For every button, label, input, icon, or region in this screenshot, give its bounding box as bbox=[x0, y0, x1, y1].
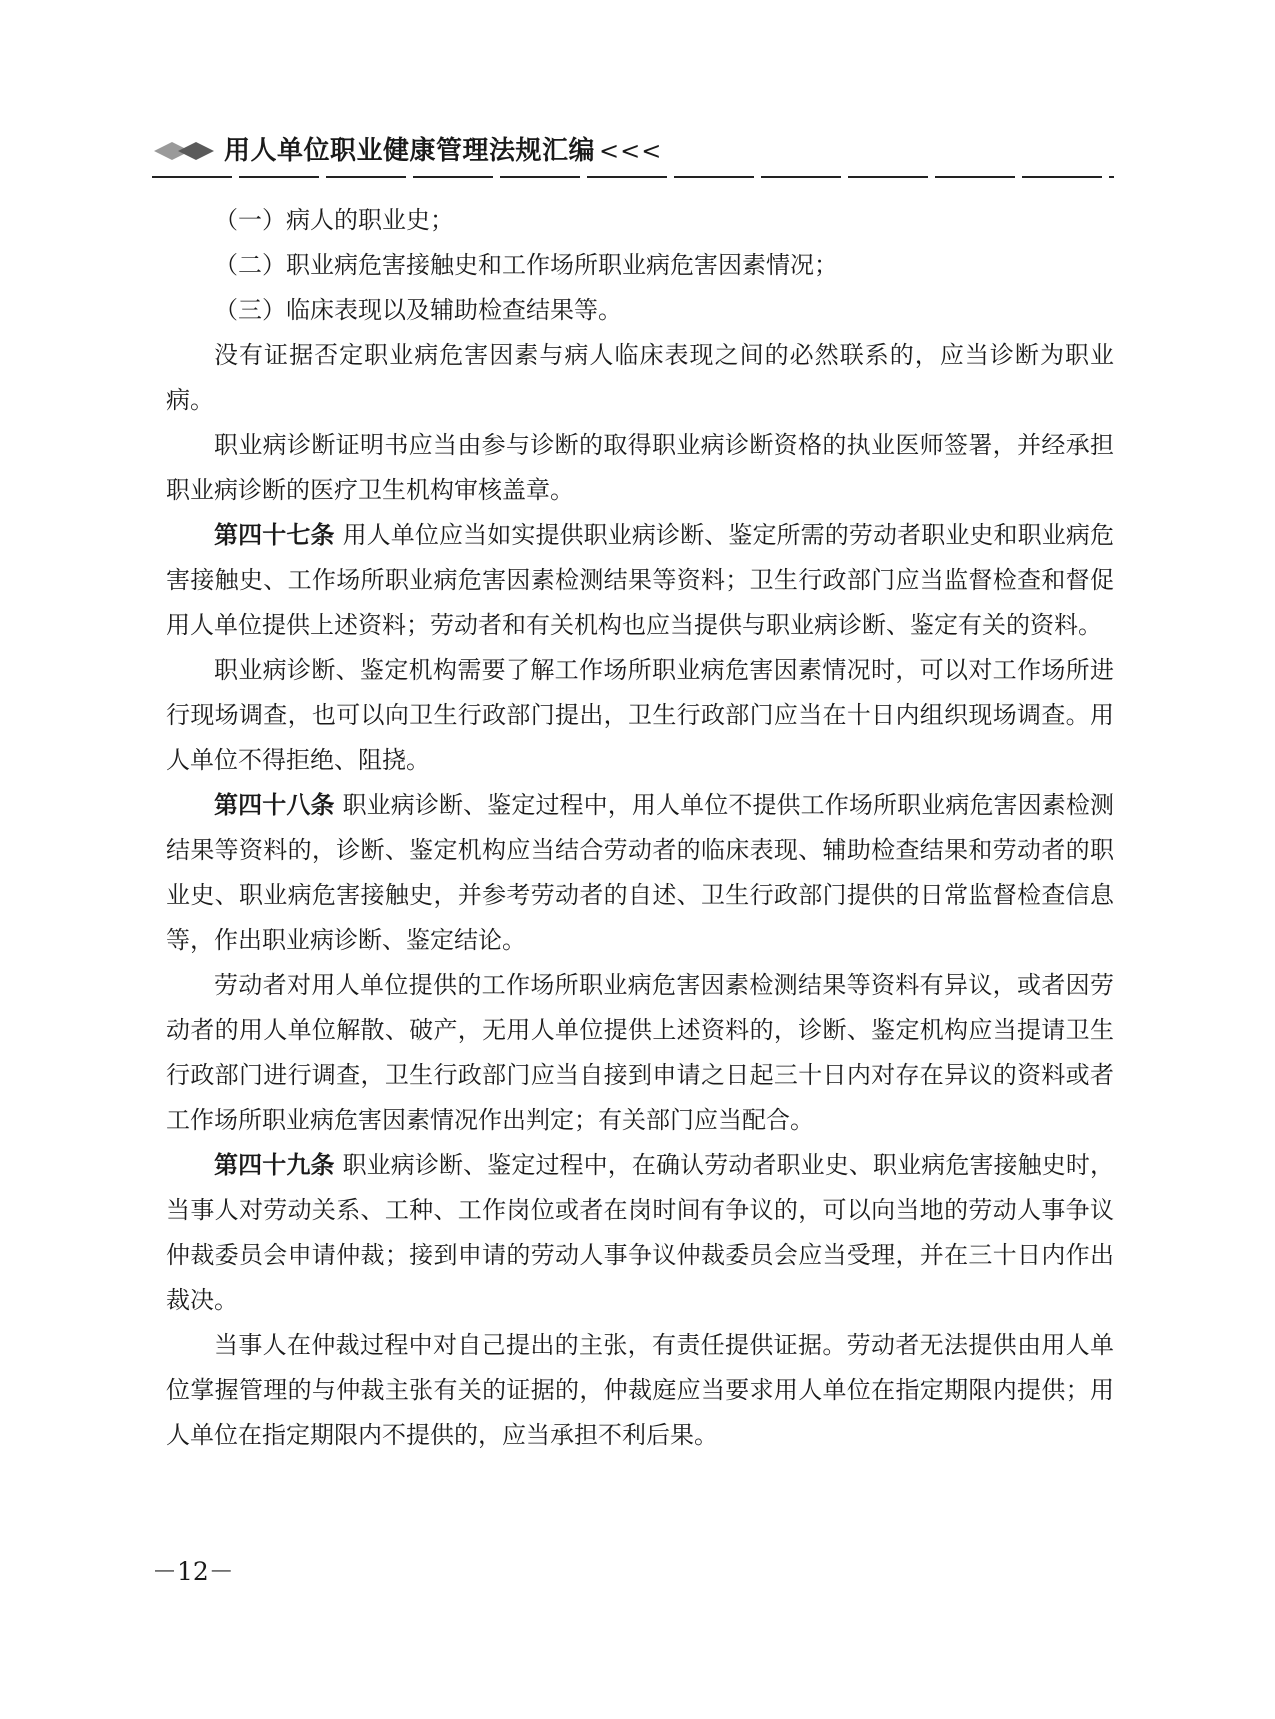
article-paragraph bbox=[166, 1143, 1114, 1323]
paragraph bbox=[166, 963, 1114, 1143]
page-number: －12－ bbox=[152, 1557, 234, 1586]
article-number: 第四十九条 bbox=[214, 1151, 335, 1179]
paragraph-text: （二）职业病危害接触史和工作场所职业病危害因素情况； bbox=[214, 251, 838, 279]
paragraph-text: 职业病诊断、鉴定过程中，用人单位不提供工作场所职业病危害因素检测结果等资料的，诊断、鉴定机构应当结合劳动者的临床表现、辅助检查结果和劳动者的职业史、职业病危害接触史，并参考劳动者的自述、卫生行政部门提供的日常监督检查信息等，作出职业病诊断、鉴定结论。 bbox=[166, 791, 1115, 954]
paragraph-text: 职业病诊断、鉴定过程中，在确认劳动者职业史、职业病危害接触史时，当事人对劳动关系、工种、工作岗位或者在岗时间有争议的，可以向当地的劳动人事争议仲裁委员会申请仲裁；接到申请的劳动人事争议仲裁委员会应当受理，并在三十日内作出裁决。 bbox=[166, 1151, 1115, 1314]
paragraph-text: 当事人在仲裁过程中对自己提出的主张，有责任提供证据。劳动者无法提供由用人单位掌握管理的与仲裁主张有关的证据的，仲裁庭应当要求用人单位在指定期限内提供；用人单位在指定期限内不提供的，应当承担不利后果。 bbox=[166, 1331, 1114, 1449]
paragraph-text: 没有证据否定职业病危害因素与病人临床表现之间的必然联系的，应当诊断为职业病。 bbox=[166, 341, 1114, 414]
article-paragraph bbox=[166, 513, 1114, 648]
paragraph bbox=[166, 198, 1114, 243]
article-paragraph bbox=[166, 783, 1114, 963]
article-number: 第四十七条 bbox=[214, 521, 335, 549]
header-title bbox=[224, 136, 662, 166]
paragraph bbox=[166, 1323, 1114, 1458]
paragraph-text: 职业病诊断证明书应当由参与诊断的取得职业病诊断资格的执业医师签署，并经承担职业病诊断的医疗卫生机构审核盖章。 bbox=[166, 431, 1114, 504]
header-arrows: <<< bbox=[599, 137, 663, 165]
running-header bbox=[152, 136, 1114, 180]
paragraph-text: （三）临床表现以及辅助检查结果等。 bbox=[214, 296, 622, 324]
paragraph-text: 劳动者对用人单位提供的工作场所职业病危害因素检测结果等资料有异议，或者因劳动者的用人单位解散、破产，无用人单位提供上述资料的，诊断、鉴定机构应当提请卫生行政部门进行调查，卫生行政部门应当自接到申请之日起三十日内对存在异议的资料或者工作场所职业病危害因素情况作出判定；有关部门应当配合。 bbox=[166, 971, 1114, 1134]
paragraph-text: （一）病人的职业史； bbox=[214, 206, 454, 234]
paragraph bbox=[166, 288, 1114, 333]
paragraph bbox=[166, 243, 1114, 288]
article-number: 第四十八条 bbox=[214, 791, 335, 819]
paragraph bbox=[166, 648, 1114, 783]
body-text bbox=[166, 198, 1114, 1458]
header-rule bbox=[152, 176, 1114, 178]
double-arrow-icon bbox=[152, 140, 220, 162]
paragraph bbox=[166, 423, 1114, 513]
paragraph bbox=[166, 333, 1114, 423]
paragraph-text: 用人单位应当如实提供职业病诊断、鉴定所需的劳动者职业史和职业病危害接触史、工作场所职业病危害因素检测结果等资料；卫生行政部门应当监督检查和督促用人单位提供上述资料；劳动者和有关机构也应当提供与职业病诊断、鉴定有关的资料。 bbox=[166, 521, 1115, 639]
paragraph-text: 职业病诊断、鉴定机构需要了解工作场所职业病危害因素情况时，可以对工作场所进行现场调查，也可以向卫生行政部门提出，卫生行政部门应当在十日内组织现场调查。用人单位不得拒绝、阻挠。 bbox=[166, 656, 1114, 774]
header-title-text: 用人单位职业健康管理法规汇编 bbox=[224, 136, 596, 166]
